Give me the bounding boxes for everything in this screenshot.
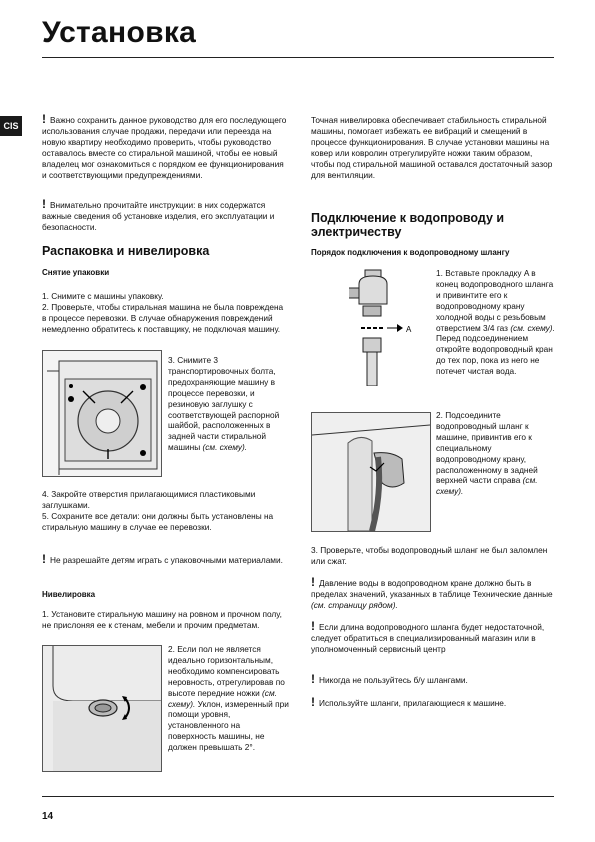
connect-step-1 [436,268,556,377]
level-step-2-ref: (см. схему). [168,687,277,709]
unpack-steps-4-5: 4. Закройте отверстия прилагающимися пластиковыми заглушками. 5. Сохраните все детали: они должны быть установлены на стиральную машину в случае ее перевозки. [42,489,274,532]
unpack-step-3-ref: (см. схему). [202,442,248,453]
connect-step-2 [436,410,556,497]
exclamation-icon: ! [311,695,315,709]
page-number: 14 [42,811,54,822]
fig-label-a: A [406,325,412,334]
note-used-hoses-text: Никогда не пользуйтесь б/у шлангами. [319,675,468,685]
note-hose-length-text: Если длина водопроводного шланга будет недостаточной, следует обратиться в специализированный магазин или в уполномоченный сервисный центр [311,622,545,654]
note-keep-manual-text: Важно сохранить данное руководство для его последующего использования случае продажи, передачи или переезда на новую квартиру необходимо проверить, чтобы руководство оставалось вместе со стиральной машиной, чтобы ее новый владелец мог ознакомиться с порядком ее функционирования и соответствующими предупреждениями. [42,115,287,180]
connect-step-3: 3. Проверьте, чтобы водопроводный шланг не был заломлен или сжат. [311,545,548,566]
exclamation-icon: ! [42,197,46,211]
note-water-pressure [311,575,555,611]
page-title: Установка [42,16,197,49]
note-water-pressure-ref: (см. страницу рядом). [311,599,398,610]
note-used-hoses [311,672,555,686]
unpack-steps-1-2: 1. Снимите с машины упаковку. 2. Проверьте, чтобы стиральная машина не была повреждена в процессе перевозки. В случае обнаружения повреждений немедленно обратитесь к поставщику, не подключая машину. [42,291,284,334]
exclamation-icon: ! [311,619,315,633]
note-read-instructions-text: Внимательно прочитайте инструкции: в них содержатся важные сведения об установке изделия, его эксплуатации и безопасности. [42,200,275,232]
leveling-intro: Точная нивелировка обеспечивает стабильность стиральной машины, помогает избежать ее вибраций и смещений в процессе функционирования. В случае установки машины на ковер или ковролин отрегулируйте ножки таким образом, чтобы под стиральной машиной оставался достаточный зазор для вентиляции. [311,115,553,180]
title-rule [42,57,554,58]
connect-step-2-ref: (см. схему). [436,475,538,497]
hose-machine-figure [311,412,431,532]
connect-step-1-text-b: Перед подсоединением откройте водопроводный кран до тех пор, пока из него не потечет чистая вода. [436,333,553,377]
note-water-pressure-text: Давление воды в водопроводном кране должно быть в пределах значений, указанных в таблице Технические данные [311,578,553,599]
unpack-step-3 [168,355,290,453]
subheading-leveling: Нивелировка [42,590,96,599]
level-step-2-text-b: Уклон, измеренный при помощи уровня, установленного на поверхность машины, не должен превышать 2°. [168,698,289,753]
note-hose-length [311,619,555,655]
connect-step-1-text: 1. Вставьте прокладку A в конец водопроводного шланга и привинтите его к водопроводному крану холодной воды с резьбовым отверстием 3/4 газ [436,268,554,333]
leveling-foot-figure [42,645,162,772]
note-supplied-hoses [311,695,555,709]
unpack-step-3-text: 3. Снимите 3 транспортировочных болта, предохраняющие машину в процессе перевозки, и резиновую заглушку с соответствующей распорной шайбой, расположенных в задней части стиральной машины [168,355,280,453]
level-step-1: 1. Установите стиральную машину на ровном и прочном полу, не прислоняя ее к стенам, мебели и прочим предметам. [42,609,282,630]
heading-unpacking: Распаковка и нивелировка [42,244,210,258]
note-children [42,552,288,566]
connect-step-2-text: 2. Подсоедините водопроводный шланг к машине, привинтив его к специальному водопроводному крану, расположенному в задней верхней части справа [436,410,538,486]
language-tab: CIS [0,116,22,136]
exclamation-icon: ! [311,575,315,589]
level-step-2-text: 2. Если пол не является идеально горизонтальным, необходимо компенсировать неровность, отрегулировав по высоте передние ножки [168,644,285,698]
exclamation-icon: ! [311,672,315,686]
note-keep-manual [42,112,288,180]
level-step-2 [168,644,290,753]
exclamation-icon: ! [42,112,46,126]
subheading-removal: Снятие упаковки [42,268,110,277]
connect-step-1-ref: (см. схему). [510,322,555,333]
exclamation-icon: ! [42,552,46,566]
note-children-text: Не разрешайте детям играть с упаковочными материалами. [50,555,283,565]
footer-rule [42,796,554,797]
back-panel-figure [42,350,162,477]
heading-connection: Подключение к водопроводу и электричеству [311,211,505,239]
subheading-hose-order: Порядок подключения к водопроводному шлангу [311,248,510,257]
note-supplied-hoses-text: Используйте шланги, прилагающиеся к машине. [319,698,507,708]
tap-hose-figure [311,266,429,386]
note-read-instructions [42,197,288,233]
